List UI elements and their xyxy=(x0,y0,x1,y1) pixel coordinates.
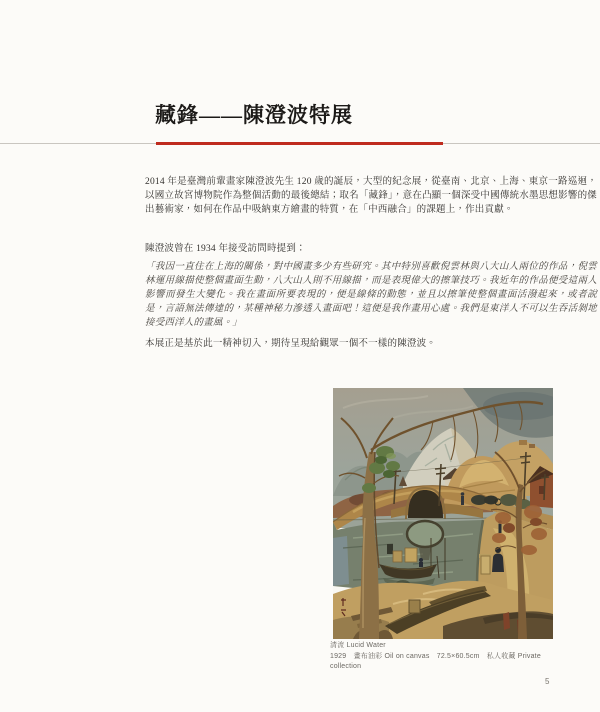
page-number: 5 xyxy=(545,677,550,686)
artwork-caption xyxy=(330,641,553,673)
title-divider-accent xyxy=(156,142,443,145)
artwork-title: 清流 Lucid Water xyxy=(330,642,386,649)
quote-paragraph: 「我因一直住在上海的關係，對中國畫多少有些研究。其中特別喜歡倪雲林與八大山人兩位的作品，倪雲林運用線描使整個畫面生動，八大山人則不用線描，而是表現偉大的擦筆技巧。我近年的作品便受這兩人影響而發生大變化。我在畫面所要表現的，便是線條的動態，並且以擦筆使整個畫面活潑起來，或者說是，言語無法傳達的，某種神秘力滲透入畫面吧！這便是我作畫用心處。我們是東洋人不可以生吞活剝地接受西洋人的畫風。」 xyxy=(145,262,597,328)
title-divider xyxy=(0,143,600,144)
intro-paragraph: 2014 年是臺灣前輩畫家陳澄波先生 120 歲的誕辰，大型的紀念展，從臺南、北京、上海、東京一路巡迴，以國立故宮博物院作為整個活動的最後總結；取名「藏鋒」，意在凸顯一個深受中國傳統水墨思想影響的傑出藝術家，如何在作品中吸納東方繪畫的特質，在「中西融合」的課題上，作出貢獻。 xyxy=(145,177,597,215)
artwork-details: 1929 畫布油彩 Oil on canvas 72.5×60.5cm 私人收藏 Private collection xyxy=(330,652,541,670)
painting-lucid-water xyxy=(333,388,553,639)
closing-paragraph: 本展正是基於此一精神切入，期待呈現給觀眾一個不一樣的陳澄波。 xyxy=(145,339,437,349)
interview-lead: 陳澄波曾在 1934 年接受訪問時提到： xyxy=(145,244,306,254)
artwork-figure xyxy=(330,388,553,673)
page-title: 藏鋒——陳澄波特展 xyxy=(155,103,353,127)
